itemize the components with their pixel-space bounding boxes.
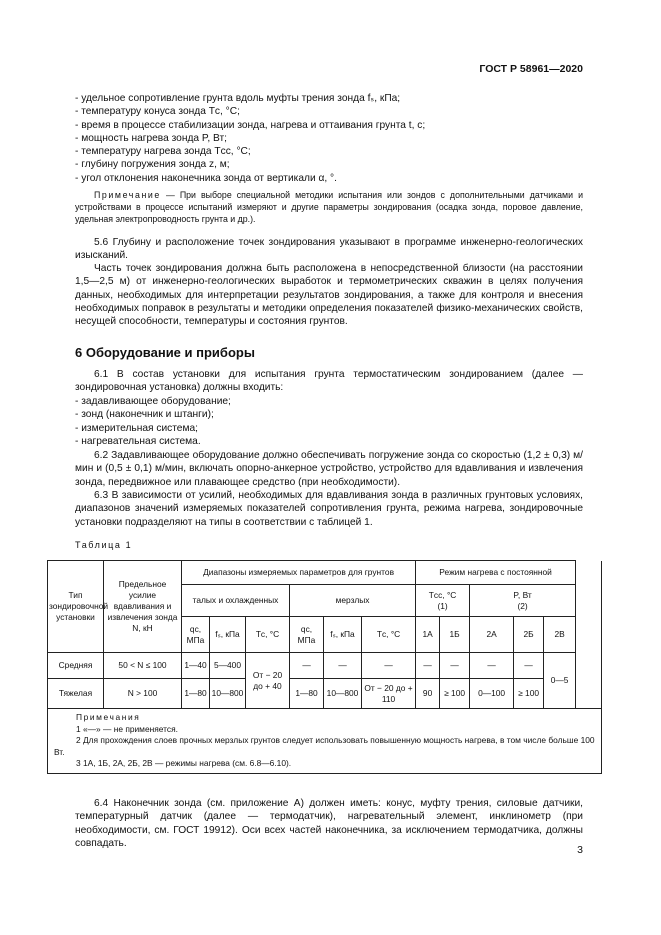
paragraph-6-4: 6.4 Наконечник зонда (см. приложение А) должен иметь: конус, муфту трения, силовые датчики, температурный датчик (далее — термодатчик), нагревательный элемент, инклинометр (при необходимости, см. ГОСТ 19912). Оси всех частей наконечника, за исключением термодатчика, должны совпадать. [75,798,583,849]
header-tcc [416,585,470,617]
cell-tc-frozen: — [362,653,416,679]
document-header: ГОСТ Р 58961—2020 [479,63,583,75]
cell-mode-2b: ≥ 100 [514,679,544,709]
header-tcc-note: (1) [437,600,448,611]
header-tcc-label: Tᴄᴄ, °C [428,589,457,600]
list-item: - удельное сопротивление грунта вдоль муфты трения зонда fₛ, кПа; [75,93,401,104]
cell-mode-1b: ≥ 100 [440,679,470,709]
paragraph-5-6-continued: Часть точек зондирования должна быть расположена в непосредственной близости (на расстоянии 1,5—2,5 м) от инженерно-геологических выработок и термометрических скважин в целях получения данных, необходимых для интерпретации результатов зондирования, а также для контроля и внесения необходимых поправок в результаты и методики определения показателей физико-механических свойств, несущей способности, температуры и состояния грунтов. [75,263,583,328]
cell-qc-frozen: — [290,653,324,679]
list-item: - нагревательная система. [75,435,201,447]
header-frozen: мерзлых [290,585,416,617]
list-item: - время в процессе стабилизации зонда, нагрева и оттаивания грунта t, с; [75,119,426,131]
table-note: 1 «—» — не применяется. [76,723,178,734]
cell-mode-1a: — [416,653,440,679]
equipment-list [75,395,583,448]
cell-mode-1b: — [440,653,470,679]
cell-mode-2v-merged: 0—5 [544,653,576,709]
table-caption: Таблица 1 [75,540,133,550]
cell-qc-thawed: 1—40 [182,653,210,679]
cell-mode-2a: 0—100 [470,679,514,709]
cell-fs-frozen: — [324,653,362,679]
header-mode-1b: 1Б [440,617,470,653]
list-item: - задавливающее оборудование; [75,396,231,407]
cell-mode-2a: — [470,653,514,679]
cell-fs-frozen: 10—800 [324,679,362,709]
cell-type: Тяжелая [48,679,104,709]
list-item: - угол отклонения наконечника зонда от вертикали α, °. [75,172,337,184]
cell-limit: 50 < N ≤ 100 [104,653,182,679]
parameter-list [75,92,583,185]
cell-qc-thawed: 1—80 [182,679,210,709]
header-fs-frozen: fₛ, кПа [324,617,362,653]
list-item: - глубину погружения зонда z, м; [75,159,230,171]
cell-tc-frozen: От − 20 до + 110 [362,679,416,709]
table-notes-label: Примечания [76,712,141,722]
page-number: 3 [577,844,583,856]
paragraph-6-2: 6.2 Задавливающее оборудование должно обеспечивать погружение зонда со скоростью (1,2 ± 0,3) м/мин и (0,5 ± 0,1) м/мин, включать опорно-анкерное устройство, устройство для вдавливания и извлечения зонда, передвижное или плавающее средство (при необходимости). [75,450,583,488]
table-note: 3 1А, 1Б, 2А, 2Б, 2В — режимы нагрева (см. 6.8—6.10). [76,758,292,768]
cell-tc-thawed-merged: От − 20 до + 40 [246,653,290,709]
header-ranges: Диапазоны измеряемых параметров для грунтов [182,561,416,585]
header-blank [576,561,602,709]
list-item: - измерительная система; [75,422,198,434]
probe-types-table [47,560,602,774]
header-qc-thawed: qᴄ, МПа [182,617,210,653]
cell-mode-1a: 90 [416,679,440,709]
list-item: - зонд (наконечник и штанги); [75,409,214,421]
header-mode-2b: 2Б [514,617,544,653]
note-paragraph [75,189,583,225]
section-title: 6 Оборудование и приборы [75,345,255,360]
note-text: — При выборе специальной методики испытания или зондов с дополнительными датчиками и устройствами в процессе испытаний измеряют и другие параметры зондирования (осадка зонда, поровое давление, удельная электропроводность грунта и др.). [75,190,583,224]
cell-mode-2b: — [514,653,544,679]
header-tc-frozen: Tᴄ, °C [362,617,416,653]
cell-type: Средняя [48,653,104,679]
list-item: - температуру нагрева зонда Tᴄᴄ, °C; [75,146,251,158]
table-note: 2 Для прохождения слоев прочных мерзлых грунтов следует использовать повышенную мощность нагрева, в том числе больше 100 Вт. [54,735,595,757]
header-heat: Режим нагрева с постоянной [416,561,576,585]
cell-limit: N > 100 [104,679,182,709]
header-thawed: талых и охлажденных [182,585,290,617]
header-fs-thawed: fₛ, кПа [210,617,246,653]
paragraph-6-1: 6.1 В состав установки для испытания грунта термостатическим зондированием (далее — зондировочная установка) должны входить: [75,369,583,394]
table-notes [48,709,602,774]
header-limit: Предельное усилие вдавливания и извлечения зонда N, кН [104,561,182,653]
header-qc-frozen: qᴄ, МПа [290,617,324,653]
header-tc-thawed: Tᴄ, °C [246,617,290,653]
header-mode-2v: 2В [544,617,576,653]
list-item: - температуру конуса зонда Tᴄ, °C; [75,106,240,118]
paragraph-5-6: 5.6 Глубину и расположение точек зондирования указывают в программе инженерно-геологических изысканий. [75,237,583,262]
header-type: Тип зондировочной установки [48,561,104,653]
paragraph-6-3: 6.3 В зависимости от усилий, необходимых для вдавливания зонда в различных грунтовых условиях, диапазонов значений измеряемых показателей сопротивления грунта, режима нагрева, зондировочные установки подразделяют на типы в соответствии с таблицей 1. [75,490,583,528]
cell-qc-frozen: 1—80 [290,679,324,709]
table-row [48,653,602,679]
note-label: Примечание [94,190,161,200]
list-item: - мощность нагрева зонда P, Вт; [75,132,227,144]
table-row [48,679,602,709]
header-mode-2a: 2А [470,617,514,653]
header-power-note: (2) [517,600,528,611]
header-power-label: P, Вт [513,589,532,600]
header-mode-1a: 1А [416,617,440,653]
cell-fs-thawed: 10—800 [210,679,246,709]
cell-fs-thawed: 5—400 [210,653,246,679]
header-power [470,585,576,617]
